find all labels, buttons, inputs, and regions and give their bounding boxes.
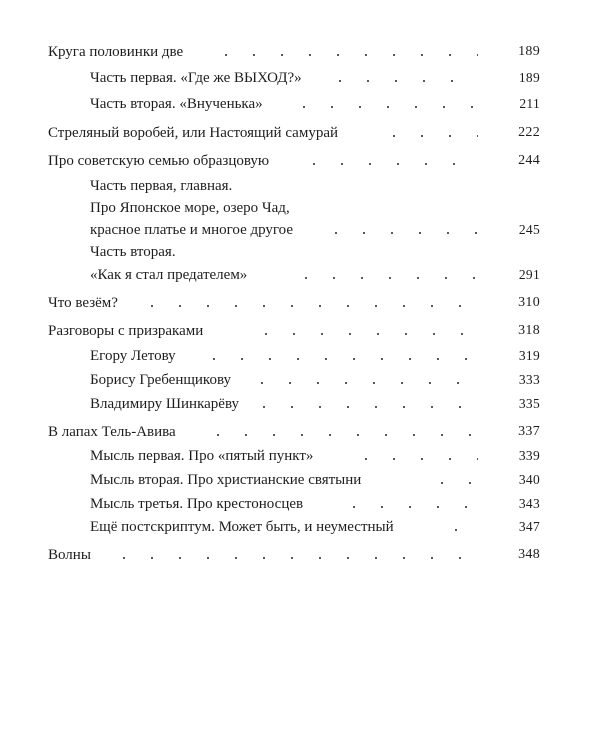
toc-entry[interactable]	[0, 368, 600, 392]
toc-entry-page: 337	[518, 424, 540, 439]
toc-entry[interactable]	[0, 444, 600, 468]
toc-entry-title: Часть первая. «Где же ВЫХОД?»	[90, 70, 302, 86]
dot-leader	[442, 529, 478, 531]
toc-entry-title: Егору Летову	[90, 348, 176, 364]
toc-entry-page: 340	[518, 472, 540, 487]
toc-entry-title: красное платье и многое другое	[90, 222, 294, 238]
dot-leader	[138, 305, 478, 307]
toc-entry-title: Про советскую семью образцовую	[48, 153, 270, 169]
dot-leader	[352, 458, 478, 460]
toc-entry[interactable]	[0, 40, 600, 64]
toc-entry-page: 189	[518, 70, 540, 85]
toc-entry-page: 291	[518, 267, 540, 282]
toc-entry[interactable]	[0, 174, 600, 198]
toc-entry-page: 310	[518, 295, 540, 310]
toc-entry-title: Ещё постскриптум. Может быть, и неуместный	[90, 519, 394, 535]
toc-entry-title: Мысль первая. Про «пятый пункт»	[90, 448, 314, 464]
dot-leader	[110, 557, 478, 559]
toc-entry-title: Про Японское море, озеро Чад,	[90, 200, 290, 216]
toc-entry-page: 222	[518, 125, 540, 140]
dot-leader	[322, 232, 478, 234]
toc-entry-title: Часть вторая.	[90, 244, 176, 260]
toc-entry-title: Круга половинки две	[48, 44, 184, 60]
toc-entry-page: 211	[519, 96, 540, 111]
toc-entry-page: 347	[518, 519, 540, 534]
toc-entry[interactable]	[0, 149, 600, 173]
dot-leader	[290, 106, 478, 108]
dot-leader	[248, 382, 478, 384]
toc-entry-title: Волны	[48, 547, 91, 563]
dot-leader	[204, 434, 478, 436]
toc-entry[interactable]	[0, 392, 600, 416]
toc-entry[interactable]	[0, 420, 600, 444]
toc-entry[interactable]	[0, 121, 600, 145]
dot-leader	[326, 80, 478, 82]
toc-entry-page: 333	[518, 372, 540, 387]
toc-entry-page: 343	[518, 496, 540, 511]
toc-entry[interactable]	[0, 263, 600, 287]
toc-entry-page: 245	[518, 222, 540, 237]
toc-entry[interactable]	[0, 291, 600, 315]
toc-entry-title: «Как я стал предателем»	[90, 267, 248, 283]
toc-entry-page: 335	[518, 396, 540, 411]
toc-entry[interactable]	[0, 515, 600, 539]
dot-leader	[212, 54, 478, 56]
toc-entry-title: Борису Гребенщикову	[90, 372, 232, 388]
dot-leader	[428, 482, 478, 484]
toc-entry-title: Часть вторая. «Внученька»	[90, 96, 263, 112]
dot-leader	[250, 406, 478, 408]
toc-entry-title: Мысль третья. Про крестоносцев	[90, 496, 304, 512]
dot-leader	[292, 277, 478, 279]
toc-entry-title: Часть первая, главная.	[90, 178, 233, 194]
toc-entry-page: 319	[518, 348, 540, 363]
toc-entry-page: 244	[518, 153, 540, 168]
toc-entry-page: 318	[518, 323, 540, 338]
toc-entry[interactable]	[0, 319, 600, 343]
toc-entry-title: В лапах Тель-Авива	[48, 424, 176, 440]
toc-entry-page: 339	[518, 448, 540, 463]
toc-entry-page: 189	[518, 44, 540, 59]
toc-entry[interactable]	[0, 492, 600, 516]
toc-entry[interactable]	[0, 218, 600, 242]
dot-leader	[340, 506, 478, 508]
toc-entry[interactable]	[0, 344, 600, 368]
dot-leader	[380, 135, 478, 137]
toc-entry-title: Мысль вторая. Про христианские святыни	[90, 472, 362, 488]
toc-entry[interactable]	[0, 92, 600, 116]
toc-entry-title: Стреляный воробей, или Настоящий самурай	[48, 125, 339, 141]
toc-entry-title: Разговоры с призраками	[48, 323, 204, 339]
toc-entry[interactable]	[0, 66, 600, 90]
toc-entry-page: 348	[518, 547, 540, 562]
toc-entry-title: Владимиру Шинкарёву	[90, 396, 240, 412]
dot-leader	[200, 358, 478, 360]
toc-entry[interactable]	[0, 196, 600, 220]
toc-entry[interactable]	[0, 240, 600, 264]
toc-entry[interactable]	[0, 468, 600, 492]
dot-leader	[300, 163, 478, 165]
dot-leader	[252, 333, 478, 335]
toc-entry-title: Что везём?	[48, 295, 118, 311]
toc-entry[interactable]	[0, 543, 600, 567]
